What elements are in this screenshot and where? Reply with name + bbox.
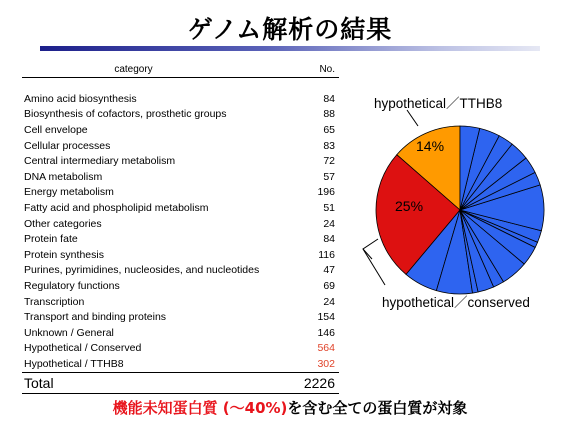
row-count: 51: [323, 201, 335, 214]
row-count: 88: [323, 108, 335, 121]
total-value: 2226: [285, 372, 339, 393]
arrow-pointer: [363, 239, 378, 259]
row-category: Transport and binding proteins: [24, 311, 167, 324]
header-category: category: [22, 61, 285, 78]
row-count: 57: [323, 170, 335, 183]
row-category: Cell envelope: [24, 123, 88, 136]
row-category: Energy metabolism: [24, 186, 114, 199]
row-count: 72: [323, 155, 335, 168]
row-category: Regulatory functions: [24, 279, 120, 292]
percent-label-conserved: 25%: [395, 198, 424, 214]
slide-title: ゲノム解析の結果: [187, 15, 393, 44]
header-no: No.: [285, 61, 339, 78]
row-category: Purines, pyrimidines, nucleosides, and nucleotides: [24, 264, 260, 277]
row-category: Unknown / General: [24, 326, 114, 339]
footer-highlight: 機能未知蛋白質 (〜40%): [112, 399, 288, 417]
row-count: 24: [323, 217, 335, 230]
row-count: 154: [317, 311, 335, 324]
row-count: 24: [323, 295, 335, 308]
row-category: Amino acid biosynthesis: [24, 92, 137, 105]
row-count: 84: [323, 92, 335, 105]
row-count: 116: [318, 248, 335, 261]
footer-rest: を含む全ての蛋白質が対象: [287, 399, 468, 417]
row-count: 302: [317, 357, 335, 370]
row-category: Hypothetical / TTHB8: [24, 357, 124, 370]
row-count: 84: [323, 233, 335, 246]
row-category: Hypothetical / Conserved: [24, 342, 142, 355]
row-count: 83: [323, 139, 335, 152]
footer-caption: [0, 397, 580, 418]
row-count: 146: [317, 326, 335, 339]
row-count: 69: [323, 279, 335, 292]
row-category: Transcription: [24, 295, 85, 308]
row-category: DNA metabolism: [24, 170, 103, 183]
row-count: 564: [317, 342, 335, 355]
row-count: 65: [323, 123, 335, 136]
leader-line-tthb8: [407, 110, 418, 126]
percent-label-tthb8: 14%: [416, 138, 445, 154]
row-category: Protein fate: [24, 233, 78, 246]
row-count: 196: [317, 186, 335, 199]
row-category: Cellular processes: [24, 139, 111, 152]
total-label: Total: [22, 372, 285, 393]
row-count: 47: [323, 264, 335, 277]
row-category: Other categories: [24, 217, 102, 230]
label-hypothetical-tthb8: hypothetical／TTHB8: [374, 96, 503, 111]
leader-line-conserved: [363, 249, 385, 285]
row-category: Fatty acid and phospholipid metabolism: [24, 201, 209, 214]
row-category: Protein synthesis: [24, 248, 104, 261]
label-hypothetical-conserved: hypothetical／conserved: [382, 295, 530, 310]
row-category: Central intermediary metabolism: [24, 155, 176, 168]
row-category: Biosynthesis of cofactors, prosthetic groups: [24, 108, 227, 121]
